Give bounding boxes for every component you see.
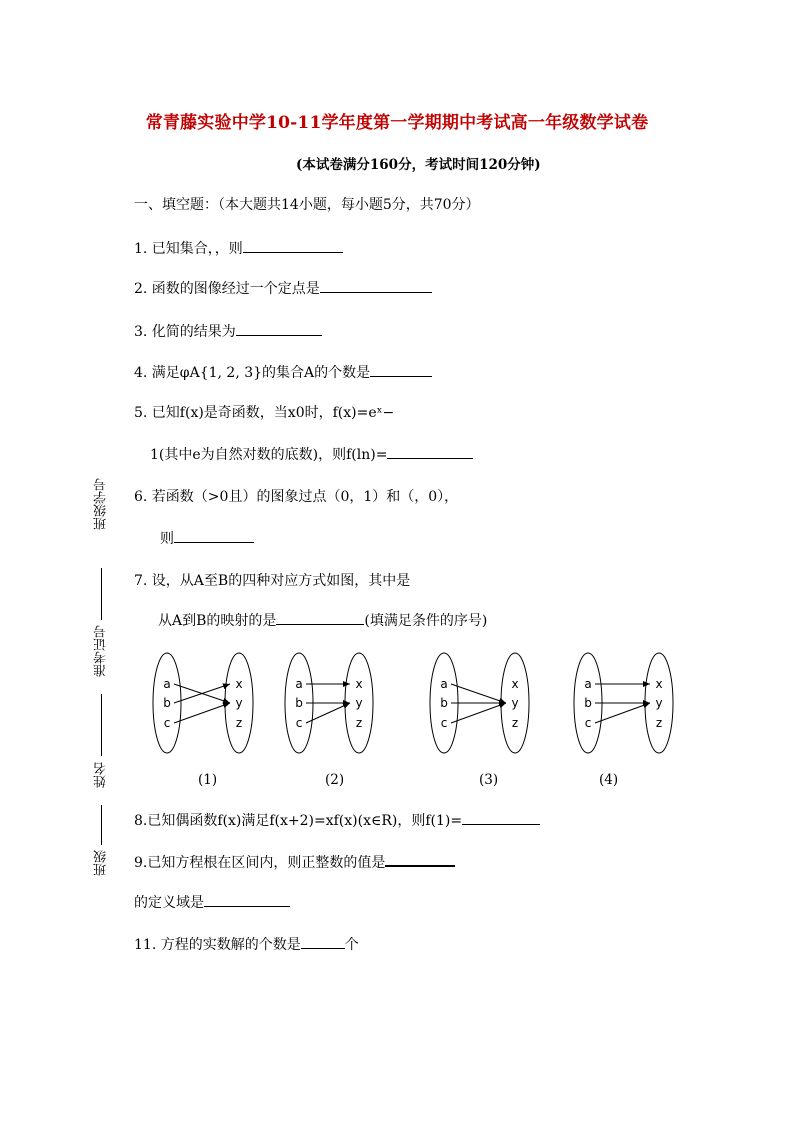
mapping-arrow bbox=[595, 703, 650, 723]
set-b-element: y bbox=[355, 696, 363, 710]
figure-label-3: (3) bbox=[479, 772, 499, 788]
set-a-element: a bbox=[584, 677, 592, 691]
mapping-arrow bbox=[451, 703, 506, 723]
set-a-element: a bbox=[163, 677, 171, 691]
question-3-text: 3. 化简的结果为 bbox=[134, 324, 236, 340]
set-b-element: x bbox=[655, 677, 663, 691]
set-b-element: y bbox=[655, 696, 663, 710]
question-6-line-1: 6. 若函数（>0且）的图象过点（0，1）和（，0）， bbox=[134, 489, 459, 505]
set-a-element: c bbox=[440, 716, 448, 730]
section-heading: 一、填空题：（本大题共14小题，每小题5分，共70分） bbox=[134, 197, 480, 213]
question-8 bbox=[134, 810, 540, 830]
set-a-element: c bbox=[295, 716, 303, 730]
figure-label-4: (4) bbox=[599, 772, 619, 788]
side-label-name: 姓名 bbox=[94, 762, 109, 788]
set-b-element: y bbox=[235, 696, 243, 710]
figure-label-2: (2) bbox=[325, 772, 345, 788]
set-b-element: z bbox=[511, 716, 519, 730]
answer-blank-8[interactable] bbox=[462, 810, 540, 825]
question-7-text: 从A到B的映射的是 bbox=[158, 613, 277, 629]
answer-blank-9[interactable] bbox=[385, 851, 455, 867]
question-11 bbox=[134, 934, 359, 954]
mapping-arrow bbox=[451, 684, 506, 703]
question-7-line-1: 7. 设，从A至B的四种对应方式如图，其中是 bbox=[134, 573, 411, 589]
exam-title: 常青藤实验中学10-11学年度第一学期期中考试高一年级数学试卷 bbox=[145, 113, 649, 133]
set-a-element: b bbox=[584, 696, 592, 710]
set-b-element: y bbox=[511, 696, 519, 710]
side-line-2 bbox=[101, 694, 102, 756]
set-a-element: a bbox=[295, 677, 303, 691]
set-a-element: a bbox=[440, 677, 448, 691]
question-9-text: 9.已知方程根在区间内，则正整数的值是 bbox=[134, 855, 386, 871]
set-a-element: c bbox=[584, 716, 592, 730]
set-b-element: z bbox=[655, 716, 663, 730]
set-b-element: z bbox=[235, 716, 243, 730]
set-b-element: x bbox=[235, 677, 243, 691]
side-label-exam-number: 准考证号 bbox=[94, 625, 109, 677]
set-b-element: x bbox=[355, 677, 363, 691]
answer-blank-11[interactable] bbox=[301, 934, 345, 949]
set-b-element: z bbox=[355, 716, 363, 730]
exam-subtitle: (本试卷满分160分，考试时间120分钟) bbox=[296, 157, 541, 173]
side-line-1 bbox=[101, 568, 102, 620]
answer-blank-10[interactable] bbox=[204, 892, 290, 907]
set-a-element: b bbox=[440, 696, 448, 710]
side-label-class-number: 班级学号 bbox=[94, 478, 109, 530]
side-line-3 bbox=[101, 805, 102, 845]
question-8-text: 8.已知偶函数f(x)满足f(x+2)=xf(x)(x∈R)，则f(1)= bbox=[134, 813, 463, 829]
set-a-element: c bbox=[163, 716, 171, 730]
mapping-arrow bbox=[174, 703, 230, 723]
question-1-text: 1. 已知集合，，则 bbox=[134, 241, 243, 257]
question-7-hint: (填满足条件的序号) bbox=[364, 613, 488, 629]
question-5-text: 1(其中e为自然对数的底数)，则f(ln)= bbox=[150, 447, 388, 463]
question-10-text: 的定义域是 bbox=[134, 895, 204, 911]
question-11-unit: 个 bbox=[344, 937, 359, 953]
question-4-text: 4. 满足φA{1, 2, 3}的集合A的个数是 bbox=[134, 365, 371, 381]
set-b-element: x bbox=[511, 677, 519, 691]
question-11-text: 11. 方程的实数解的个数是 bbox=[134, 937, 301, 953]
set-a-element: b bbox=[295, 696, 303, 710]
question-2-text: 2. 函数的图像经过一个定点是 bbox=[134, 281, 320, 297]
question-5-line-1: 5. 已知f(x)是奇函数，当x0时，f(x)=eˣ− bbox=[134, 405, 395, 421]
question-10 bbox=[134, 892, 290, 912]
question-9 bbox=[134, 851, 455, 872]
figure-label-1: (1) bbox=[198, 772, 218, 788]
set-a-element: b bbox=[163, 696, 171, 710]
question-6-text: 则 bbox=[160, 531, 174, 547]
side-label-class: 班级 bbox=[94, 850, 109, 876]
